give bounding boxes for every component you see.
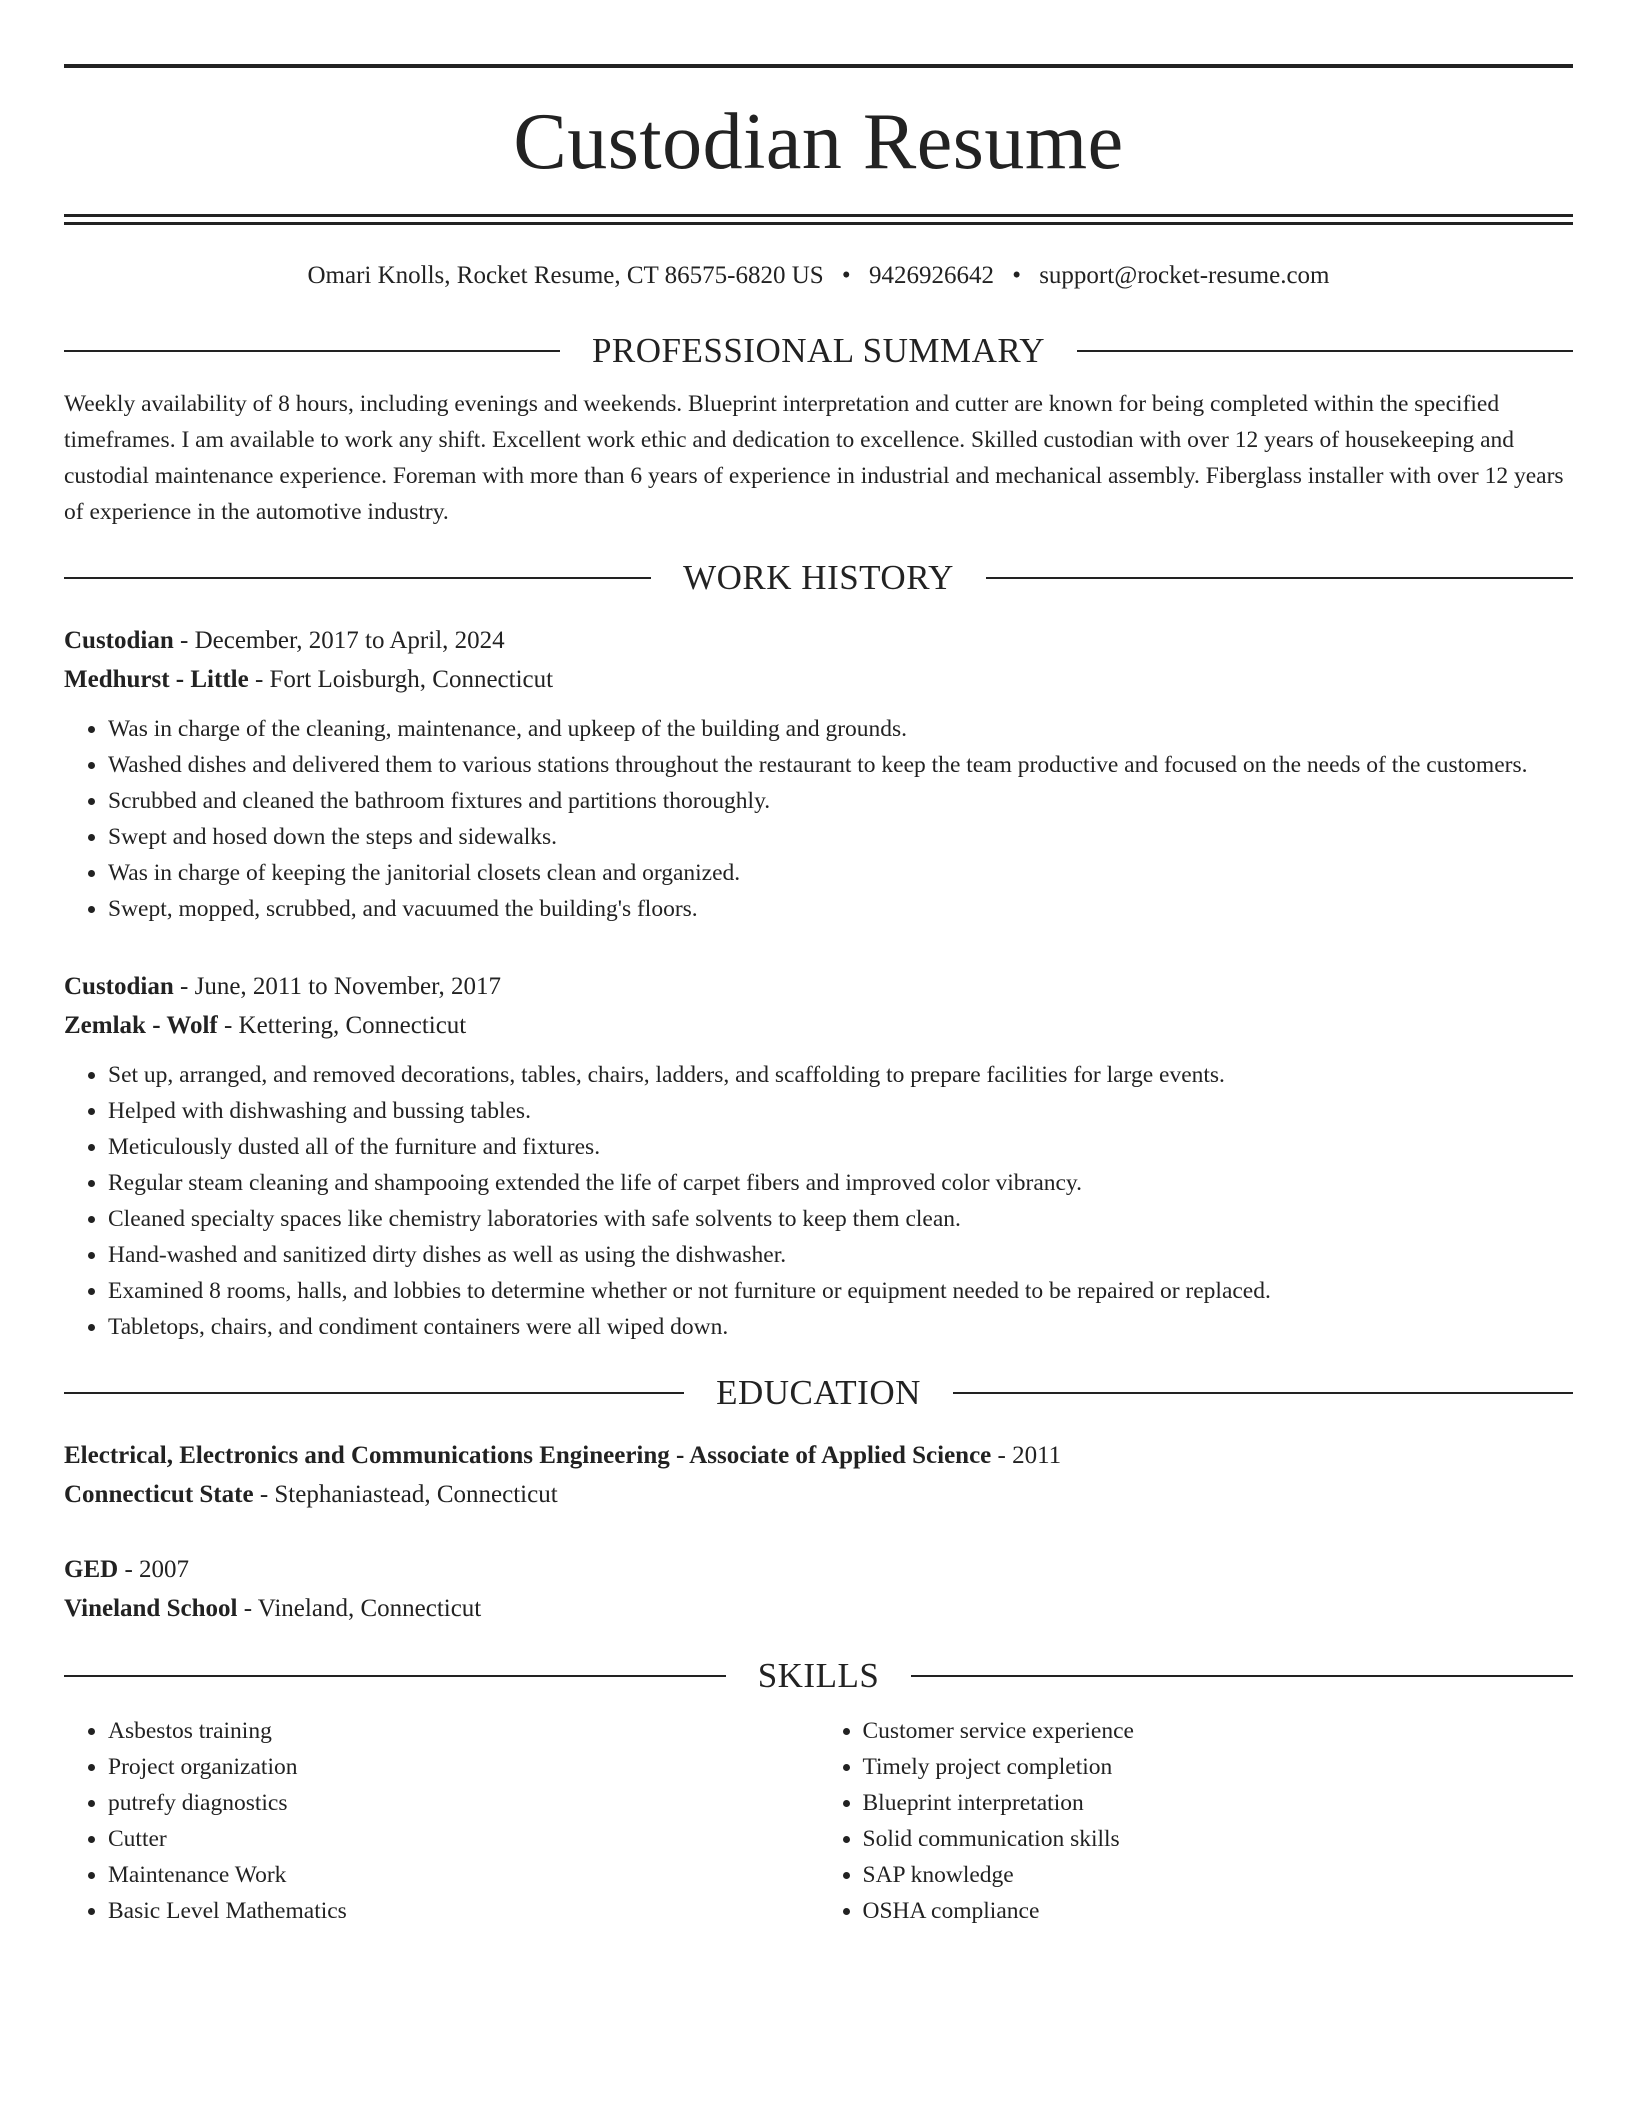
skills-column-right [819, 1713, 1574, 1929]
duty-item: • Set up, arranged, and removed decorations, tables, chairs, ladders, and scaffolding to prepare facilities for large events. [108, 1057, 1573, 1093]
duty-item: • Swept and hosed down the steps and sidewalks. [108, 819, 1573, 855]
duty-item: • Was in charge of the cleaning, maintenance, and upkeep of the building and grounds. [108, 711, 1573, 747]
section-rule [953, 1392, 1573, 1394]
contact-line [64, 261, 1573, 291]
section-rule [1077, 350, 1573, 352]
section-header-education [64, 1375, 1573, 1410]
section-rule [64, 350, 560, 352]
contact-address: Omari Knolls, Rocket Resume, CT 86575-6820 US [307, 262, 824, 289]
skill-item: • SAP knowledge [863, 1857, 1574, 1893]
section-rule [911, 1675, 1573, 1677]
job-location: - Fort Loisburgh, Connecticut [248, 666, 554, 693]
job-duties [64, 1057, 1573, 1345]
duty-item: • Swept, mopped, scrubbed, and vacuumed the building's floors. [108, 891, 1573, 927]
title-double-rule [64, 214, 1573, 225]
skill-item: • Basic Level Mathematics [108, 1893, 819, 1929]
contact-separator: • [1012, 262, 1021, 289]
job-company-line [64, 1006, 1573, 1045]
school: Connecticut State [64, 1481, 254, 1508]
school-line [64, 1589, 1573, 1628]
degree-year: - 2007 [118, 1556, 190, 1583]
section-title: WORK HISTORY [683, 558, 954, 597]
job-company-line [64, 660, 1573, 699]
duty-item: • Cleaned specialty spaces like chemistry laboratories with safe solvents to keep them clean. [108, 1201, 1573, 1237]
section-rule [64, 577, 651, 579]
skill-item: • Blueprint interpretation [863, 1785, 1574, 1821]
section-header-summary [64, 333, 1573, 368]
resume-page [64, 64, 1573, 1929]
duty-item: • Helped with dishwashing and bussing tables. [108, 1093, 1573, 1129]
contact-phone: 9426926642 [868, 262, 994, 289]
section-title: EDUCATION [716, 1373, 921, 1412]
degree-line [64, 1436, 1573, 1475]
section-rule [986, 577, 1573, 579]
section-title: PROFESSIONAL SUMMARY [591, 331, 1046, 370]
duty-item: • Washed dishes and delivered them to various stations throughout the restaurant to keep the team productive and focused on the needs of the customers. [108, 747, 1573, 783]
duty-item: • Hand-washed and sanitized dirty dishes as well as using the dishwasher. [108, 1237, 1573, 1273]
top-rule [64, 64, 1573, 68]
resume-title: Custodian Resume [513, 98, 1124, 186]
skills-list [64, 1713, 1573, 1929]
job-duties [64, 711, 1573, 927]
summary-text: Weekly availability of 8 hours, including evenings and weekends. Blueprint interpretation and cutter are known for being completed within the specified timeframes. I am available to work any shift. Excellent work ethic and dedication to excellence. Skilled custodian with over 12 years of housekeeping and custodial maintenance experience. Foreman with more than 6 years of experience in industrial and mechanical assembly. Fiberglass installer with over 12 years of experience in the automotive industry. [64, 391, 1564, 525]
section-header-skills [64, 1658, 1573, 1693]
skill-item: • Cutter [108, 1821, 819, 1857]
contact-email: support@rocket-resume.com [1039, 262, 1330, 289]
job-dates: - June, 2011 to November, 2017 [173, 973, 501, 1000]
job-title-line [64, 621, 1573, 660]
school: Vineland School [64, 1595, 238, 1622]
duty-item: • Scrubbed and cleaned the bathroom fixtures and partitions thoroughly. [108, 783, 1573, 819]
job-dates: - December, 2017 to April, 2024 [173, 627, 505, 654]
job-company: Zemlak - Wolf [64, 1012, 218, 1039]
job-location: - Kettering, Connecticut [217, 1012, 467, 1039]
section-header-work [64, 560, 1573, 595]
degree-year: - 2011 [991, 1442, 1062, 1469]
skill-item: • Project organization [108, 1749, 819, 1785]
job-company: Medhurst - Little [64, 666, 249, 693]
degree: GED [64, 1556, 119, 1583]
degree-line [64, 1550, 1573, 1589]
skill-item: • Solid communication skills [863, 1821, 1574, 1857]
duty-item: • Regular steam cleaning and shampooing extended the life of carpet fibers and improved color vibrancy. [108, 1165, 1573, 1201]
section-rule [64, 1392, 684, 1394]
job-entry [64, 967, 1573, 1345]
school-location: - Vineland, Connecticut [237, 1595, 482, 1622]
duty-item: • Was in charge of keeping the janitorial closets clean and organized. [108, 855, 1573, 891]
skill-item: • Customer service experience [863, 1713, 1574, 1749]
skill-item: • Asbestos training [108, 1713, 819, 1749]
duty-item: • Tabletops, chairs, and condiment containers were all wiped down. [108, 1309, 1573, 1345]
school-line [64, 1475, 1573, 1514]
education-entry [64, 1436, 1573, 1514]
degree: Electrical, Electronics and Communications Engineering - Associate of Applied Science [64, 1442, 992, 1469]
skills-column-left [64, 1713, 819, 1929]
section-title: SKILLS [757, 1656, 880, 1695]
skill-item: • Timely project completion [863, 1749, 1574, 1785]
skill-item: • Maintenance Work [108, 1857, 819, 1893]
duty-item: • Meticulously dusted all of the furniture and fixtures. [108, 1129, 1573, 1165]
section-rule [64, 1675, 726, 1677]
education-entry [64, 1550, 1573, 1628]
skill-item: • OSHA compliance [863, 1893, 1574, 1929]
job-title-line [64, 967, 1573, 1006]
skill-item: • putrefy diagnostics [108, 1785, 819, 1821]
job-title: Custodian [64, 973, 174, 1000]
contact-separator: • [841, 262, 851, 289]
job-title: Custodian [64, 627, 174, 654]
duty-item: • Examined 8 rooms, halls, and lobbies to determine whether or not furniture or equipment needed to be repaired or replaced. [108, 1273, 1573, 1309]
job-entry [64, 621, 1573, 927]
school-location: - Stephaniastead, Connecticut [253, 1481, 558, 1508]
